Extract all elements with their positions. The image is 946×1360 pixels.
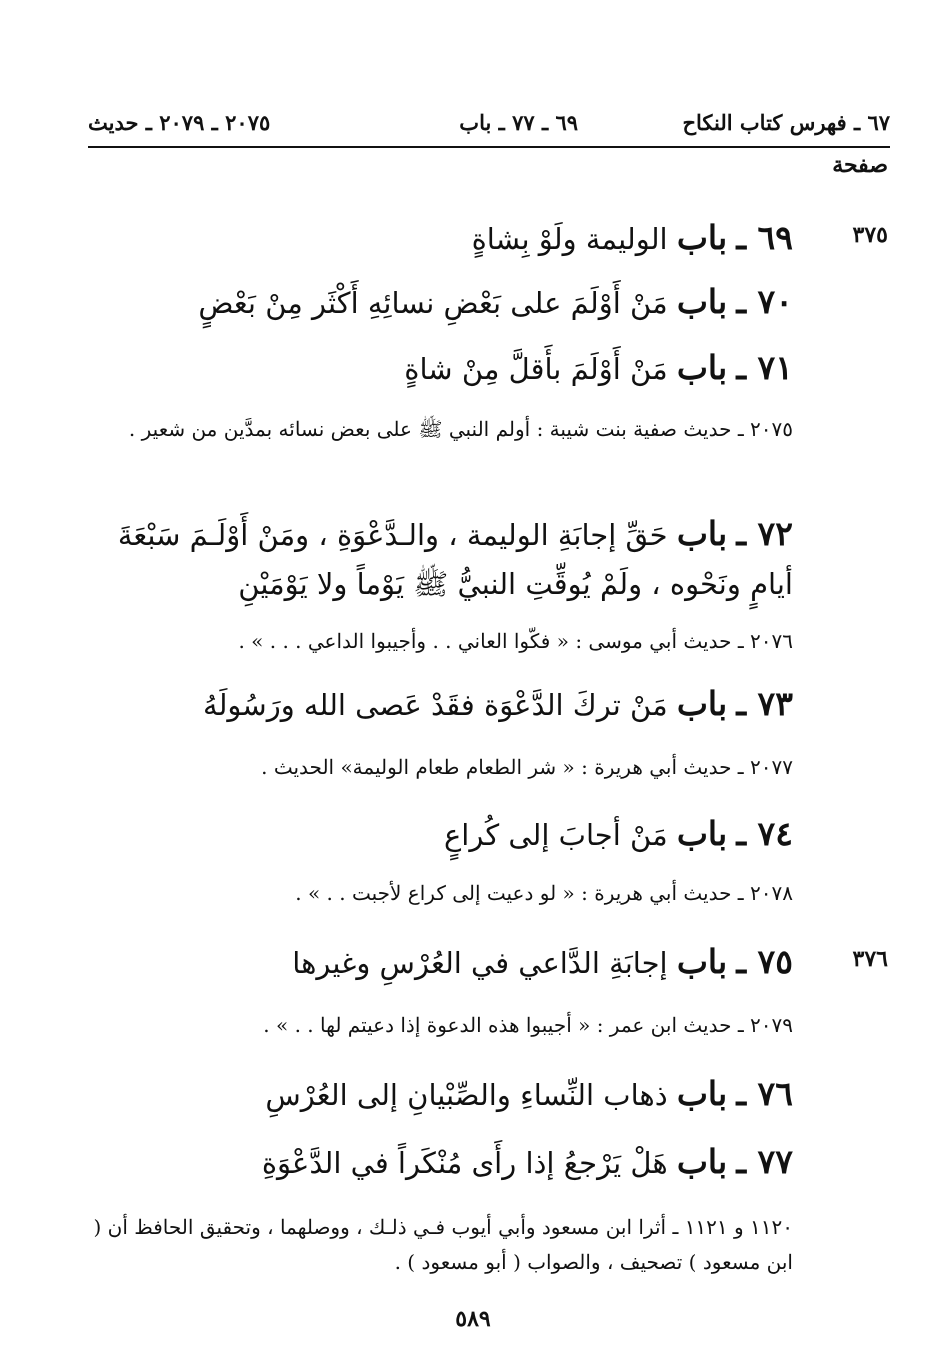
bab-title: حَقِّ إجابَةِ الوليمة ، والـدَّعْوَةِ ، ومَنْ أَوْلَـمَ سَبْعَةَ أيامٍ ونَحْوه ، ولَمْ يُوقِّتِ النبيُّ ﷺ يَوْماً ولا يَوْمَيْنِ xyxy=(117,518,793,601)
bab-word: باب xyxy=(676,684,728,723)
header-bab-range: ٦٩ ـ ٧٧ ـ باب xyxy=(459,110,578,135)
bab-number: ٧٧ ـ xyxy=(736,1142,793,1181)
page-column-label: صفحة xyxy=(832,152,888,178)
bab-number: ٧٥ ـ xyxy=(736,942,793,981)
bab-word: باب xyxy=(676,218,728,257)
bab-entry xyxy=(472,210,793,266)
footnote: ١١٢٠ و ١١٢١ ـ أثرا ابن مسعود وأبي أيوب فـي ذلـك ، ووصلهما ، وتحقيق الحافظ أن ( ابن مسعود ) تصحيف ، والصواب ( أبو مسعود ) . xyxy=(93,1215,793,1274)
bab-number: ٦٩ ـ xyxy=(736,218,793,257)
bab-entry xyxy=(198,274,793,330)
bab-word: باب xyxy=(676,282,728,321)
running-header xyxy=(88,106,890,148)
bab-entry xyxy=(88,508,793,607)
hadith-entry: ٢٠٧٧ ـ حديث أبي هريرة : « شر الطعام طعام الوليمة» الحديث . xyxy=(261,755,793,779)
bab-entry xyxy=(262,1134,793,1190)
bab-number: ٧٢ ـ xyxy=(736,514,793,553)
page-number: ٥٨٩ xyxy=(455,1306,491,1332)
hadith-entry: ٢٠٧٦ ـ حديث أبي موسى : « فكّوا العاني . . وأجيبوا الداعي . . . » . xyxy=(238,629,793,653)
bab-title: هَلْ يَرْجعُ إذا رأَى مُنْكَراً في الدَّعْوَةِ xyxy=(261,1146,668,1180)
bab-entry xyxy=(265,1066,793,1122)
hadith-entry: ٢٠٧٥ ـ حديث صفية بنت شيبة : أولم النبي ﷺ على بعض نسائه بمدَّين من شعير . xyxy=(128,417,793,441)
bab-title: ذهاب النِّساءِ والصِّبْيانِ إلى العُرْسِ xyxy=(265,1078,668,1112)
header-hadith-range: ٢٠٧٥ ـ ٢٠٧٩ ـ حديث xyxy=(88,110,271,135)
bab-entry xyxy=(444,806,793,862)
bab-entry xyxy=(292,934,793,990)
page-ref: ٣٧٦ xyxy=(852,946,888,972)
bab-title: مَنْ أَوْلَمَ بأَقلَّ مِنْ شاةٍ xyxy=(404,352,668,386)
bab-number: ٧٠ ـ xyxy=(736,282,793,321)
bab-title: إجابَةِ الدَّاعي في العُرْسِ وغيرها xyxy=(292,946,668,980)
bab-word: باب xyxy=(676,814,728,853)
bab-number: ٧١ ـ xyxy=(736,348,793,387)
hadith-entry: ٢٠٧٨ ـ حديث أبي هريرة : « لو دعيت إلى كراع لأجبت . . » . xyxy=(295,881,793,905)
page-ref: ٣٧٥ xyxy=(852,222,888,248)
bab-title: مَنْ أَوْلَمَ على بَعْضِ نسائِهِ أَكْثَر مِنْ بَعْضٍ xyxy=(198,286,668,320)
bab-title: مَنْ أجابَ إلى كُراعٍ xyxy=(444,818,668,852)
bab-number: ٧٦ ـ xyxy=(736,1074,793,1113)
bab-title: الوليمة ولَوْ بِشاةٍ xyxy=(471,222,668,256)
bab-number: ٧٣ ـ xyxy=(736,684,793,723)
bab-word: باب xyxy=(676,348,728,387)
bab-entry xyxy=(203,676,793,732)
header-chapter-title: ٦٧ ـ فهرس كتاب النكاح xyxy=(682,110,890,135)
bab-word: باب xyxy=(676,514,728,553)
bab-title: مَنْ تركَ الدَّعْوَة فقَدْ عَصى الله ورَسُولَهُ xyxy=(203,688,668,722)
bab-word: باب xyxy=(676,1142,728,1181)
bab-number: ٧٤ ـ xyxy=(736,814,793,853)
bab-entry xyxy=(404,340,793,396)
hadith-entry: ٢٠٧٩ ـ حديث ابن عمر : « أجيبوا هذه الدعوة إذا دعيتم لها . . » . xyxy=(263,1013,793,1037)
bab-word: باب xyxy=(676,942,728,981)
bab-word: باب xyxy=(676,1074,728,1113)
